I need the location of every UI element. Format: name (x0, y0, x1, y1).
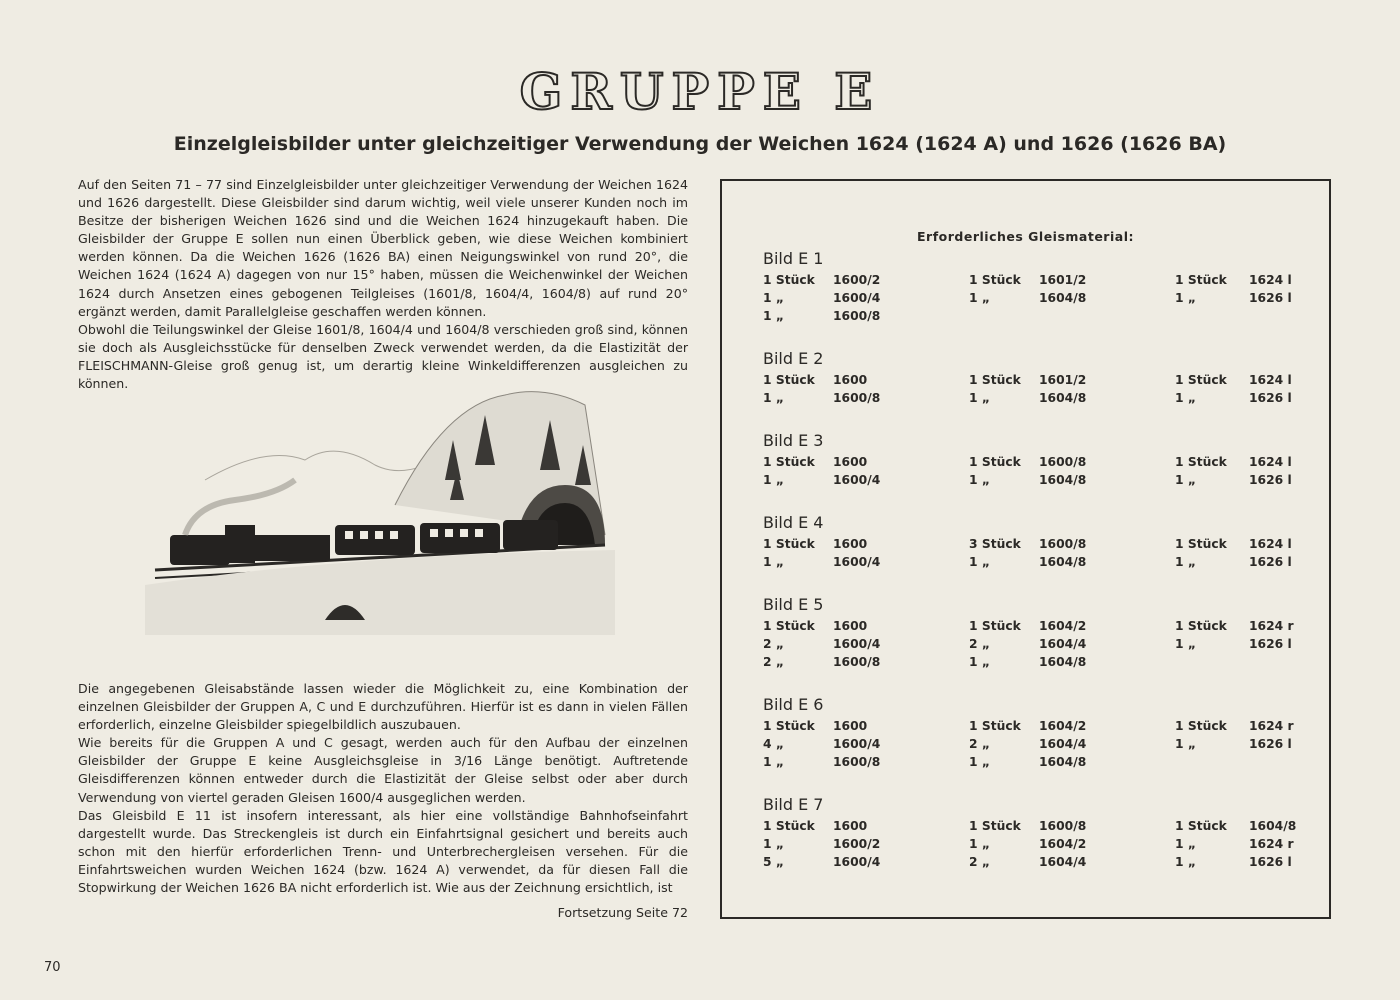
material-quantity: 1 „ (763, 555, 784, 569)
outro-paragraph: Die angegebenen Gleisabstände lassen wieder die Möglichkeit zu, eine Kombination der einzelnen Gleisbilder der Gruppen A, C und E durchzuführen. Hierfür ist es dann in vielen Fällen erforderlich, einzelne Gleisbilder spiegelbildlich auszubauen. (78, 681, 688, 733)
page-subtitle: Einzelgleisbilder unter gleichzeitiger Verwendung der Weichen 1624 (1624 A) und 1626 (1626 BA) (173, 133, 1227, 155)
material-quantity: 1 Stück (763, 537, 815, 551)
material-quantity: 2 „ (969, 855, 990, 869)
material-part-number: 1604/4 (1039, 737, 1087, 751)
material-quantity: 1 Stück (1175, 373, 1227, 387)
material-part-number: 1604/8 (1039, 391, 1087, 405)
material-part-number: 1600/8 (833, 391, 881, 405)
material-part-number: 1604/8 (1039, 655, 1087, 669)
material-part-number: 1600/2 (833, 837, 881, 851)
material-part-number: 1600 (833, 537, 868, 551)
intro-paragraph: Obwohl die Teilungswinkel der Gleise 1601/8, 1604/4 und 1604/8 verschieden groß sind, können sie doch als Ausgleichsstücke für denselben Zweck verwendet werden, da die Elastizität der FLEISCHMANN-Gleise groß genug ist, um derartig kleine Winkeldifferenzen ausgleichen zu können. (78, 321, 688, 392)
material-part-number: 1604/8 (1039, 291, 1087, 305)
material-part-number: 1600/8 (833, 755, 881, 769)
material-part-number: 1600 (833, 455, 868, 469)
material-quantity: 1 Stück (763, 719, 815, 733)
material-part-number: 1604/8 (1249, 819, 1297, 833)
material-part-number: 1624 r (1249, 837, 1294, 851)
material-part-number: 1601/2 (1039, 273, 1087, 287)
material-part-number: 1600 (833, 719, 868, 733)
page-title: GRUPPE E (519, 62, 881, 121)
material-part-number: 1600/4 (833, 473, 881, 487)
material-quantity: 1 Stück (969, 819, 1021, 833)
material-quantity: 1 Stück (1175, 537, 1227, 551)
material-quantity: 5 „ (763, 855, 784, 869)
material-part-number: 1626 l (1249, 391, 1292, 405)
material-quantity: 1 „ (763, 309, 784, 323)
material-part-number: 1600/4 (833, 855, 881, 869)
material-quantity: 1 „ (1175, 473, 1196, 487)
bild-title: Bild E 3 (763, 431, 824, 450)
material-part-number: 1626 l (1249, 555, 1292, 569)
bild-title: Bild E 2 (763, 349, 824, 368)
material-part-number: 1604/4 (1039, 637, 1087, 651)
material-quantity: 1 Stück (763, 619, 815, 633)
bild-title: Bild E 4 (763, 513, 824, 532)
material-quantity: 1 Stück (969, 373, 1021, 387)
material-part-number: 1600 (833, 373, 868, 387)
material-quantity: 1 Stück (1175, 619, 1227, 633)
material-quantity: 1 „ (1175, 837, 1196, 851)
material-heading: Erforderliches Gleismaterial: (917, 229, 1134, 244)
material-quantity: 1 Stück (1175, 719, 1227, 733)
material-part-number: 1624 l (1249, 373, 1292, 387)
material-quantity: 1 Stück (1175, 819, 1227, 833)
material-part-number: 1604/2 (1039, 719, 1087, 733)
material-quantity: 2 „ (969, 637, 990, 651)
material-quantity: 1 „ (1175, 555, 1196, 569)
material-part-number: 1600 (833, 619, 868, 633)
material-quantity: 1 „ (763, 291, 784, 305)
material-quantity: 1 Stück (763, 373, 815, 387)
material-part-number: 1600/2 (833, 273, 881, 287)
material-part-number: 1601/2 (1039, 373, 1087, 387)
material-quantity: 1 Stück (763, 273, 815, 287)
material-quantity: 1 „ (763, 391, 784, 405)
material-part-number: 1600/4 (833, 555, 881, 569)
material-quantity: 1 „ (969, 837, 990, 851)
material-quantity: 1 „ (1175, 737, 1196, 751)
material-quantity: 1 Stück (969, 273, 1021, 287)
material-part-number: 1604/8 (1039, 755, 1087, 769)
material-part-number: 1600/4 (833, 737, 881, 751)
material-quantity: 1 Stück (969, 455, 1021, 469)
material-quantity: 1 „ (969, 291, 990, 305)
material-quantity: 1 Stück (969, 719, 1021, 733)
material-quantity: 3 Stück (969, 537, 1021, 551)
material-quantity: 1 „ (969, 391, 990, 405)
material-part-number: 1624 l (1249, 537, 1292, 551)
material-quantity: 1 „ (763, 473, 784, 487)
material-quantity: 1 Stück (1175, 273, 1227, 287)
page-number: 70 (44, 960, 61, 975)
material-part-number: 1600/4 (833, 291, 881, 305)
material-quantity: 1 „ (969, 555, 990, 569)
material-box (720, 179, 1331, 919)
intro-paragraph: Auf den Seiten 71 – 77 sind Einzelgleisbilder unter gleichzeitiger Verwendung der Weichen 1624 und 1626 dargestellt. Diese Gleisbilder sind darum wichtig, weil viele unserer Kunden noch im Besitze der bisherigen Weichen 1626 sind und die Weichen 1624 hinzugekauft haben. Die Gleisbilder der Gruppe E sollen nun einen Überblick geben, wie diese Weichen kombiniert werden können. Da die Weichen 1626 (1626 BA) einen Neigungswinkel von rund 20°, die Weichen 1624 (1624 A) dagegen von nur 15° haben, müssen die Weichenwinkel der Weichen 1624 durch Ansetzen eines gebogenen Teilgleises (1601/8, 1604/4, 1604/8) auf rund 20° ergänzt werden, damit Parallelgleise geschaffen werden können. (78, 177, 688, 319)
material-quantity: 4 „ (763, 737, 784, 751)
material-quantity: 1 „ (763, 837, 784, 851)
train-tunnel-illustration (145, 385, 615, 635)
continuation-note: Fortsetzung Seite 72 (557, 905, 688, 920)
material-quantity: 1 „ (1175, 855, 1196, 869)
material-part-number: 1600/8 (1039, 455, 1087, 469)
material-quantity: 1 „ (969, 473, 990, 487)
outro-paragraph: Das Gleisbild E 11 ist insofern interessant, als hier eine vollständige Bahnhofseinfahrt dargestellt wurde. Das Streckengleis ist durch ein Einfahrtsignal gesichert und bereits auch schon mit den hierfür erforderlichen Trenn- und Unterbrechergleisen versehen. Für die Einfahrtsweichen wurden Weichen 1624 (bzw. 1624 A) verwendet, da für diesen Fall die Stopwirkung der Weichen 1626 BA nicht erforderlich ist. Wie aus der Zeichnung ersichtlich, ist (78, 807, 688, 896)
material-quantity: 1 „ (1175, 391, 1196, 405)
material-quantity: 1 „ (969, 655, 990, 669)
material-part-number: 1624 l (1249, 273, 1292, 287)
material-part-number: 1604/8 (1039, 555, 1087, 569)
material-part-number: 1624 l (1249, 455, 1292, 469)
material-part-number: 1600 (833, 819, 868, 833)
material-part-number: 1604/4 (1039, 855, 1087, 869)
material-quantity: 1 „ (1175, 637, 1196, 651)
material-part-number: 1600/8 (1039, 537, 1087, 551)
bild-title: Bild E 6 (763, 695, 824, 714)
material-part-number: 1624 r (1249, 619, 1294, 633)
material-quantity: 1 Stück (969, 619, 1021, 633)
material-quantity: 2 „ (763, 655, 784, 669)
material-part-number: 1626 l (1249, 637, 1292, 651)
outro-text (78, 680, 688, 897)
material-part-number: 1604/2 (1039, 619, 1087, 633)
intro-text (78, 176, 688, 393)
material-quantity: 2 „ (763, 637, 784, 651)
bild-title: Bild E 7 (763, 795, 824, 814)
material-part-number: 1600/4 (833, 637, 881, 651)
material-part-number: 1626 l (1249, 291, 1292, 305)
material-quantity: 1 Stück (1175, 455, 1227, 469)
material-quantity: 1 „ (1175, 291, 1196, 305)
material-part-number: 1626 l (1249, 855, 1292, 869)
material-part-number: 1600/8 (833, 309, 881, 323)
bild-title: Bild E 1 (763, 249, 824, 268)
material-quantity: 1 Stück (763, 819, 815, 833)
material-part-number: 1624 r (1249, 719, 1294, 733)
material-quantity: 1 „ (969, 755, 990, 769)
bild-title: Bild E 5 (763, 595, 824, 614)
material-quantity: 1 „ (763, 755, 784, 769)
material-part-number: 1604/2 (1039, 837, 1087, 851)
material-quantity: 1 Stück (763, 455, 815, 469)
material-part-number: 1600/8 (1039, 819, 1087, 833)
material-part-number: 1604/8 (1039, 473, 1087, 487)
material-part-number: 1626 l (1249, 473, 1292, 487)
outro-paragraph: Wie bereits für die Gruppen A und C gesagt, werden auch für den Aufbau der einzelnen Gleisbilder der Gruppe E keine Ausgleichsgleise in 3/16 Länge benötigt. Auftretende Gleisdifferenzen können entweder durch die Elastizität der Gleise selbst oder aber durch Verwendung von viertel geraden Gleisen 1600/4 ausgeglichen werden. (78, 735, 688, 805)
material-part-number: 1626 l (1249, 737, 1292, 751)
material-part-number: 1600/8 (833, 655, 881, 669)
material-quantity: 2 „ (969, 737, 990, 751)
